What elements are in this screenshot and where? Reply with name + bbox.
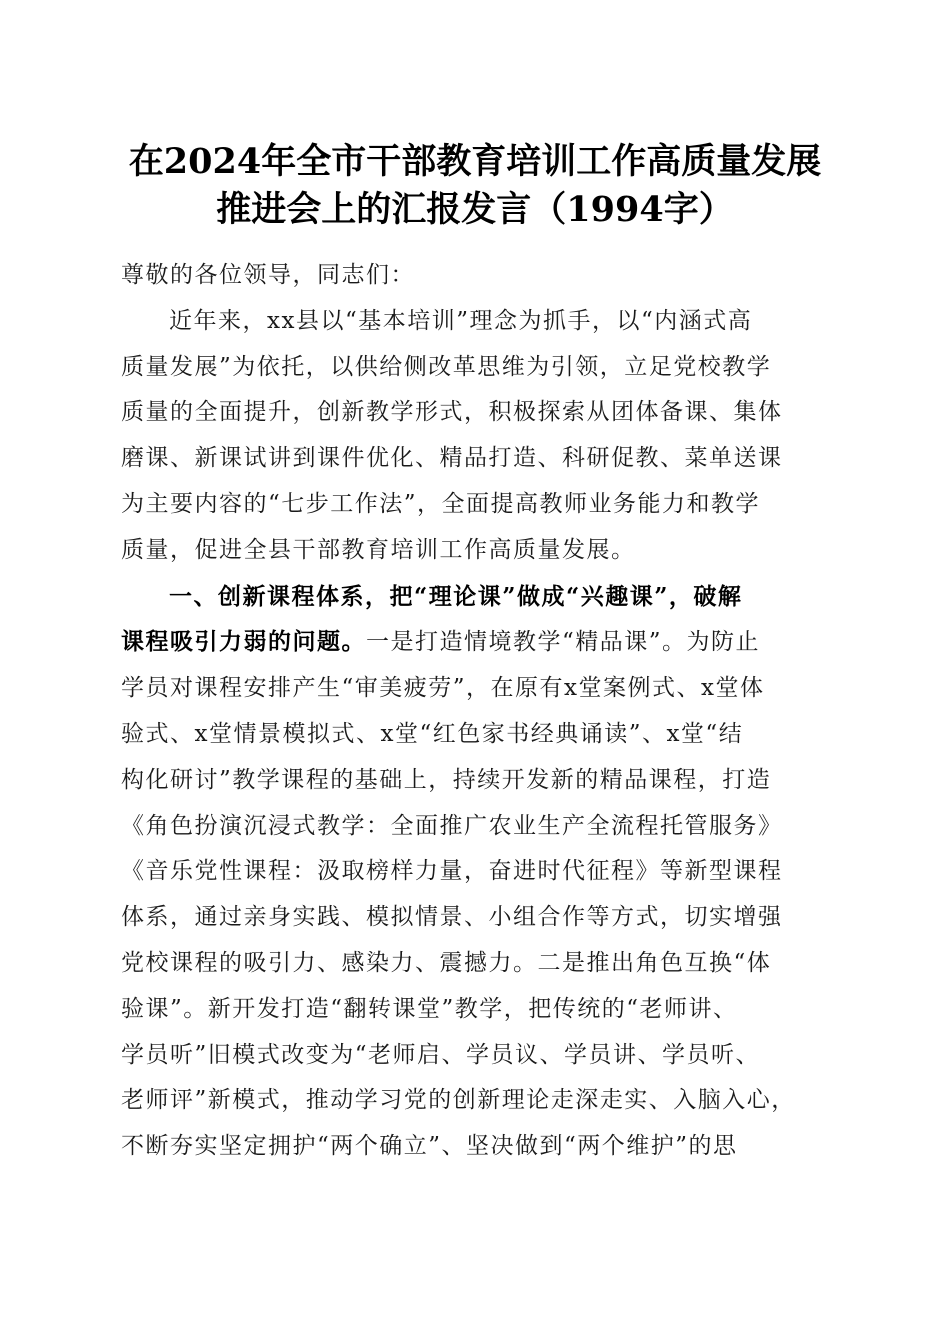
section1-line: 不断夯实坚定拥护“两个确立”、坚决做到“两个维护”的思 <box>121 1133 738 1160</box>
title-line-2: 推进会上的汇报发言（1994字） <box>216 189 734 230</box>
paragraph1-line-1: 近年来，xx县以“基本培训”理念为抓手，以“内涵式高 <box>169 307 753 334</box>
section1-line: 验课”。新开发打造“翻转课堂”教学，把传统的“老师讲、 <box>121 995 738 1022</box>
section1-heading-end: 课程吸引力弱的问题。 <box>121 628 366 656</box>
section1-line: 学员听”旧模式改变为“老师启、学员议、学员讲、学员听、 <box>121 1041 761 1068</box>
title-line-1: 在2024年全市干部教育培训工作高质量发展 <box>128 141 822 182</box>
section1-line: 验式、x堂情景模拟式、x堂“红色家书经典诵读”、x堂“结 <box>121 720 744 747</box>
greeting: 尊敬的各位领导，同志们： <box>121 262 415 288</box>
paragraph1-line-2: 质量发展”为依托，以供给侧改革思维为引领，立足党校教学 <box>121 353 772 380</box>
paragraph1-line-4: 磨课、新课试讲到课件优化、精品打造、科研促教、菜单送课 <box>121 445 783 472</box>
section1-line: 体系，通过亲身实践、模拟情景、小组合作等方式，切实增强 <box>121 904 783 931</box>
section1-line: 《角色扮演沉浸式教学：全面推广农业生产全流程托管服务》 <box>121 812 783 839</box>
section1-line: 学员对课程安排产生“审美疲劳”，在原有x堂案例式、x堂体 <box>121 675 765 702</box>
paragraph1-line-3: 质量的全面提升，创新教学形式，积极探索从团体备课、集体 <box>121 399 783 426</box>
section1-line: 《音乐党性课程：汲取榜样力量，奋进时代征程》等新型课程 <box>121 858 783 885</box>
section1-line-2-rest: 一是打造情境教学“精品课”。为防止 <box>366 629 761 656</box>
paragraph1-line-6: 质量，促进全县干部教育培训工作高质量发展。 <box>121 536 636 563</box>
paragraph1-line-5: 为主要内容的“七步工作法”，全面提高教师业务能力和教学 <box>121 490 761 517</box>
document-title <box>60 138 890 234</box>
section1-line-2 <box>121 619 825 666</box>
section1-line: 老师评”新模式，推动学习党的创新理论走深走实、入脑入心， <box>121 1087 796 1114</box>
section1-line: 党校课程的吸引力、感染力、震撼力。二是推出角色互换“体 <box>121 949 772 976</box>
section1-line: 构化研讨”教学课程的基础上，持续开发新的精品课程，打造 <box>121 766 772 793</box>
section1-heading: 一、创新课程体系，把“理论课”做成“兴趣课”，破解 <box>169 582 743 610</box>
document-body <box>121 253 825 1170</box>
